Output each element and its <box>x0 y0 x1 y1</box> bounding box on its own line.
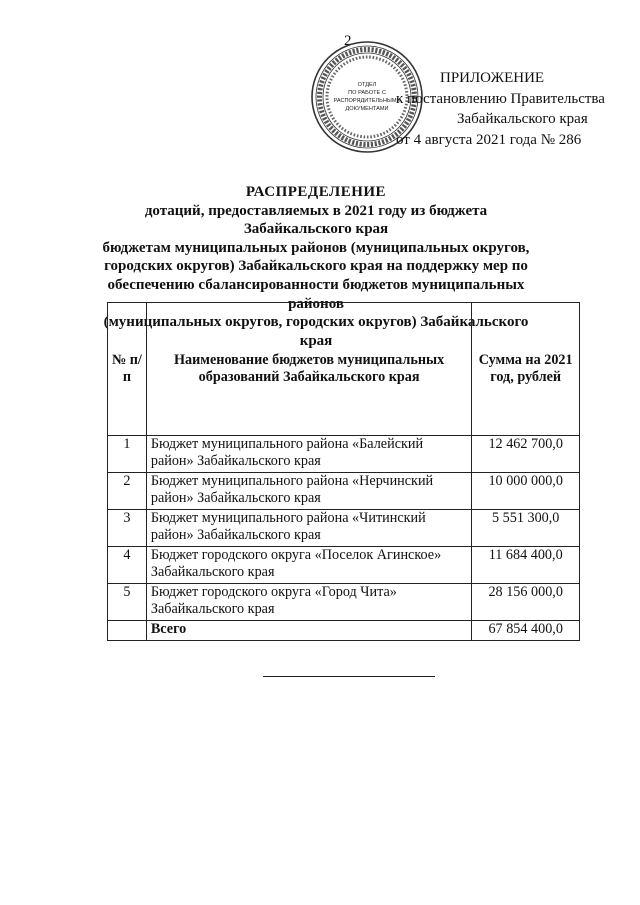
row-name: Бюджет городского округа «Поселок Агинское» Забайкальского края <box>146 547 472 584</box>
header-amount: Сумма на 2021 год, рублей <box>472 303 580 436</box>
header-name: Наименование бюджетов муниципальных образований Забайкальского края <box>146 303 472 436</box>
row-num: 5 <box>108 584 147 621</box>
row-name: Бюджет муниципального района «Балейский район» Забайкальского края <box>146 436 472 473</box>
stamp-line-4: ДОКУМЕНТАМИ <box>345 106 389 112</box>
appendix-region: Забайкальского края <box>457 111 588 127</box>
header-num: № п/п <box>108 303 147 436</box>
title-line: дотаций, предоставляемых в 2021 году из бюджета Забайкальского края <box>144 202 488 238</box>
total-num-cell <box>108 621 147 641</box>
table-row <box>108 436 580 473</box>
total-amount: 67 854 400,0 <box>472 621 580 641</box>
appendix-title: ПРИЛОЖЕНИЕ <box>440 70 545 86</box>
page-number: 2 <box>344 33 352 49</box>
row-name: Бюджет городского округа «Город Чита» Забайкальского края <box>146 584 472 621</box>
table-total-row <box>108 621 580 641</box>
row-amount: 10 000 000,0 <box>472 473 580 510</box>
row-num: 2 <box>108 473 147 510</box>
appendix-resolution: к постановлению Правительства <box>396 90 605 107</box>
row-num: 1 <box>108 436 147 473</box>
row-num: 4 <box>108 547 147 584</box>
title-heading: РАСПРЕДЕЛЕНИЕ <box>245 184 387 200</box>
appendix-block <box>396 68 605 150</box>
end-divider <box>263 676 435 677</box>
stamp-line-3: РАСПОРЯДИТЕЛЬНЫМИ <box>333 98 401 104</box>
table-row <box>108 547 580 584</box>
table-header-row <box>108 303 580 436</box>
row-amount: 12 462 700,0 <box>472 436 580 473</box>
title-line: бюджетам муниципальных районов (муниципальных округов, <box>102 239 530 256</box>
row-name: Бюджет муниципального района «Нерчинский район» Забайкальского края <box>146 473 472 510</box>
title-line: обеспечению сбалансированности бюджетов муниципальных районов <box>107 276 525 312</box>
appendix-date: от 4 августа 2021 года № 286 <box>396 131 582 148</box>
distribution-table <box>107 302 580 641</box>
table-row <box>108 510 580 547</box>
table-row <box>108 584 580 621</box>
stamp-line-1: ОТДЕЛ <box>357 82 377 88</box>
row-name: Бюджет муниципального района «Читинский район» Забайкальского края <box>146 510 472 547</box>
row-amount: 28 156 000,0 <box>472 584 580 621</box>
row-num: 3 <box>108 510 147 547</box>
stamp-line-2: ПО РАБОТЕ С <box>348 90 386 96</box>
row-amount: 5 551 300,0 <box>472 510 580 547</box>
table-row <box>108 473 580 510</box>
row-amount: 11 684 400,0 <box>472 547 580 584</box>
title-line: городских округов) Забайкальского края на поддержку мер по <box>104 258 528 275</box>
title-line: (муниципальных округов, городских округов) Забайкальского края <box>103 314 529 349</box>
total-label: Всего <box>146 621 472 641</box>
